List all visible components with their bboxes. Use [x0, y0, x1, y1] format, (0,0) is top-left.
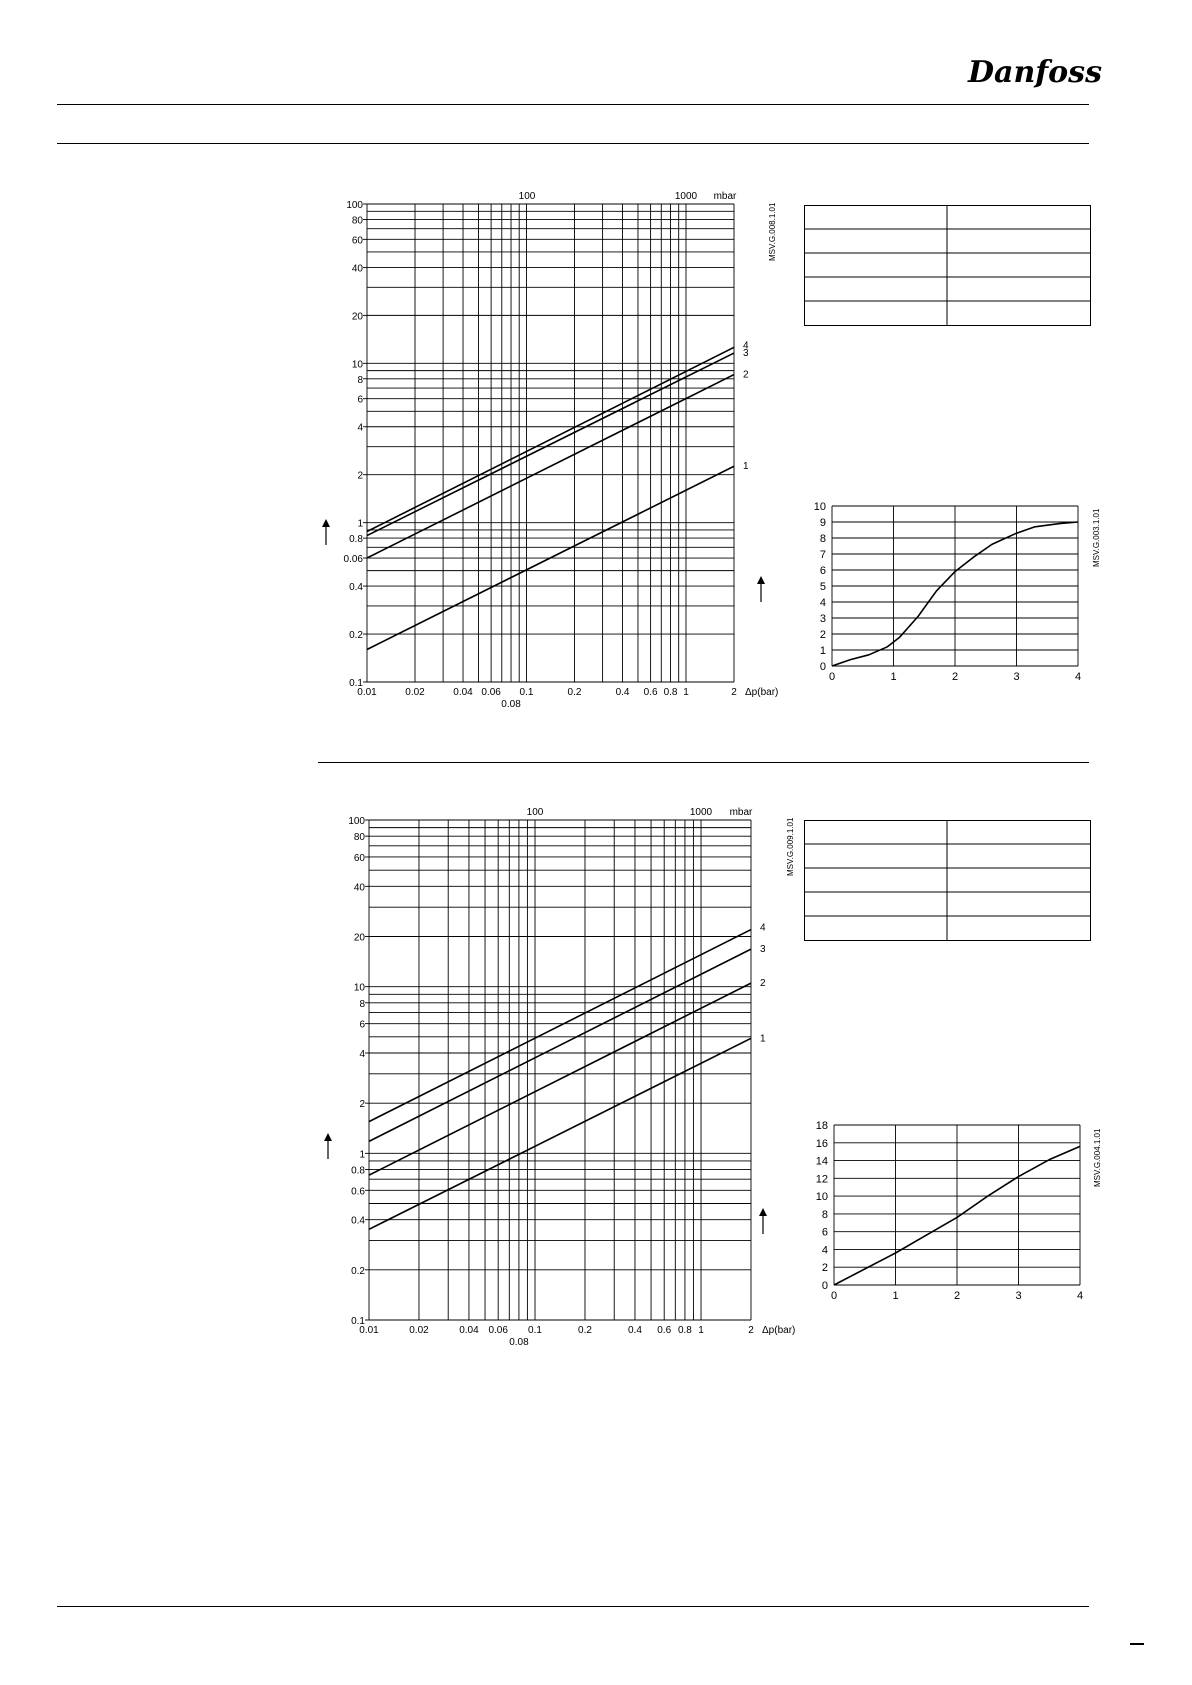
series-label: 3	[743, 348, 749, 360]
x-tick-label: 4	[1076, 1290, 1084, 1302]
y-tick-label: 0	[819, 661, 826, 673]
y-tick-label: 2	[357, 470, 363, 482]
series-label: 2	[743, 369, 749, 381]
top-label: 1000	[689, 807, 713, 818]
x-tick-label: 0.01	[357, 687, 377, 698]
x-axis-unit: Δp(bar)	[745, 687, 779, 698]
y-tick-label: 16	[815, 1137, 828, 1150]
small-chart-2	[759, 1120, 1102, 1302]
top-label: 1000	[674, 191, 698, 202]
x-tick-label: 2	[953, 1290, 961, 1302]
log-chart-2	[324, 807, 795, 1348]
x-tick-label: 0.06	[488, 1325, 508, 1336]
y-tick-label: 0.4	[351, 1215, 365, 1227]
chart-code: MSV.G.009.1.01	[786, 817, 795, 876]
y-arrow-icon	[759, 1208, 767, 1216]
y-tick-label: 0	[821, 1280, 828, 1292]
series-label: 1	[760, 1033, 766, 1045]
y-tick-label: 8	[819, 533, 826, 545]
y-arrow-icon	[757, 576, 765, 584]
x-tick-label: 0.6	[657, 1325, 672, 1336]
y-tick-label: 20	[353, 932, 365, 944]
x-tick-label: 0.1	[519, 687, 534, 698]
x-tick-label: 0.8	[677, 1325, 692, 1336]
svg-text:Danfoss: Danfoss	[968, 55, 1102, 90]
x-tick-label: 4	[1074, 671, 1082, 683]
x-tick-label: 0.04	[453, 687, 473, 698]
y-tick-label: 0.2	[351, 1265, 365, 1277]
top-label: 100	[526, 807, 544, 818]
x-tick-label: 1	[892, 1290, 899, 1302]
chart-code: MSV.G.003.1.01	[1092, 508, 1101, 567]
y-arrow-icon	[324, 1133, 332, 1141]
y-tick-label: 60	[351, 235, 363, 247]
y-tick-label: 0.2	[349, 630, 363, 642]
x-tick-label: 0.2	[578, 1325, 592, 1336]
top-unit: mbar	[729, 807, 753, 818]
y-tick-label: 3	[819, 613, 826, 625]
y-tick-label: 20	[351, 311, 363, 323]
x-tick-label: 0	[828, 671, 836, 683]
y-tick-label: 0.1	[349, 678, 363, 689]
y-tick-label: 10	[353, 982, 365, 994]
x-tick-label: 0.6	[643, 687, 658, 698]
chart-code: MSV.G.004.1.01	[1093, 1128, 1102, 1187]
y-tick-label: 10	[351, 359, 363, 371]
y-tick-label: 40	[351, 263, 363, 275]
x-tick-label: 0.2	[567, 687, 582, 698]
y-tick-label: 0.4	[349, 582, 363, 594]
x-tick-label: 2	[748, 1325, 754, 1336]
y-tick-label: 18	[815, 1120, 828, 1132]
y-tick-label: 6	[819, 565, 826, 577]
y-tick-label: 0.8	[351, 1165, 365, 1177]
y-tick-label: 12	[815, 1173, 828, 1186]
x-tick-label: 0.02	[405, 687, 425, 698]
x-tick-label: 0.04	[459, 1325, 479, 1336]
y-tick-label: 1	[357, 518, 363, 530]
x-tick-label: 0.02	[409, 1325, 429, 1336]
y-tick-label: 0.8	[349, 534, 363, 546]
series-label: 4	[743, 340, 749, 352]
y-arrow-icon	[322, 519, 330, 527]
y-tick-label: 5	[819, 581, 826, 593]
y-tick-label: 4	[357, 422, 363, 434]
x-tick-label: 3	[1015, 1290, 1022, 1302]
y-tick-label: 10	[815, 1191, 828, 1204]
x-axis-unit: Δp(bar)	[762, 1325, 796, 1336]
x-tick-label: 3	[1013, 671, 1020, 683]
y-tick-label: 4	[819, 597, 826, 609]
y-tick-label: 2	[359, 1099, 365, 1111]
y-tick-label: 6	[359, 1019, 365, 1031]
y-tick-label: 100	[348, 816, 365, 827]
x-tick-label: 1	[890, 671, 897, 683]
y-tick-label: 6	[357, 394, 363, 406]
x-tick-label: 0.1	[528, 1325, 542, 1336]
y-tick-label: 0.06	[343, 554, 363, 566]
log-chart-1	[322, 191, 778, 710]
y-tick-label: 8	[357, 374, 363, 386]
y-tick-label: 0.1	[351, 1316, 365, 1327]
y-tick-label: 14	[815, 1155, 828, 1168]
y-tick-label: 4	[359, 1048, 365, 1060]
y-tick-label: 8	[359, 998, 365, 1010]
series-label: 2	[760, 978, 766, 990]
y-tick-label: 1	[359, 1149, 365, 1161]
y-tick-label: 0.6	[351, 1186, 365, 1198]
x-tick-label: 0	[830, 1290, 838, 1302]
y-tick-label: 8	[821, 1208, 828, 1221]
y-tick-label: 40	[353, 882, 365, 894]
y-tick-label: 2	[821, 1262, 828, 1275]
y-tick-label: 100	[346, 200, 363, 211]
y-tick-label: 9	[819, 517, 826, 529]
x-tick-label: 2	[951, 671, 959, 683]
y-tick-label: 10	[813, 501, 826, 513]
x-tick-label: 2	[731, 687, 737, 698]
series-label: 1	[743, 461, 749, 473]
y-tick-label: 2	[819, 629, 826, 641]
x-tick-label: 0.08	[509, 1337, 529, 1348]
y-tick-label: 4	[821, 1244, 828, 1257]
y-tick-label: 6	[821, 1226, 828, 1239]
x-tick-label: 0.8	[663, 687, 678, 698]
small-chart-1	[757, 501, 1101, 683]
x-tick-label: 0.4	[628, 1325, 642, 1336]
y-tick-label: 80	[353, 832, 365, 844]
y-tick-label: 60	[353, 852, 365, 864]
chart-code: MSV.G.008.1.01	[768, 202, 777, 261]
x-tick-label: 0.08	[501, 699, 521, 710]
series-label: 3	[760, 944, 766, 956]
series-label: 4	[760, 922, 766, 934]
x-tick-label: 0.06	[481, 687, 501, 698]
x-tick-label: 0.01	[359, 1325, 379, 1336]
y-tick-label: 1	[819, 645, 826, 657]
x-tick-label: 0.4	[615, 687, 630, 698]
top-unit: mbar	[713, 191, 737, 202]
x-tick-label: 1	[698, 1325, 704, 1336]
top-label: 100	[518, 191, 536, 202]
y-tick-label: 80	[351, 215, 363, 227]
y-tick-label: 7	[819, 549, 826, 561]
x-tick-label: 1	[683, 687, 689, 698]
